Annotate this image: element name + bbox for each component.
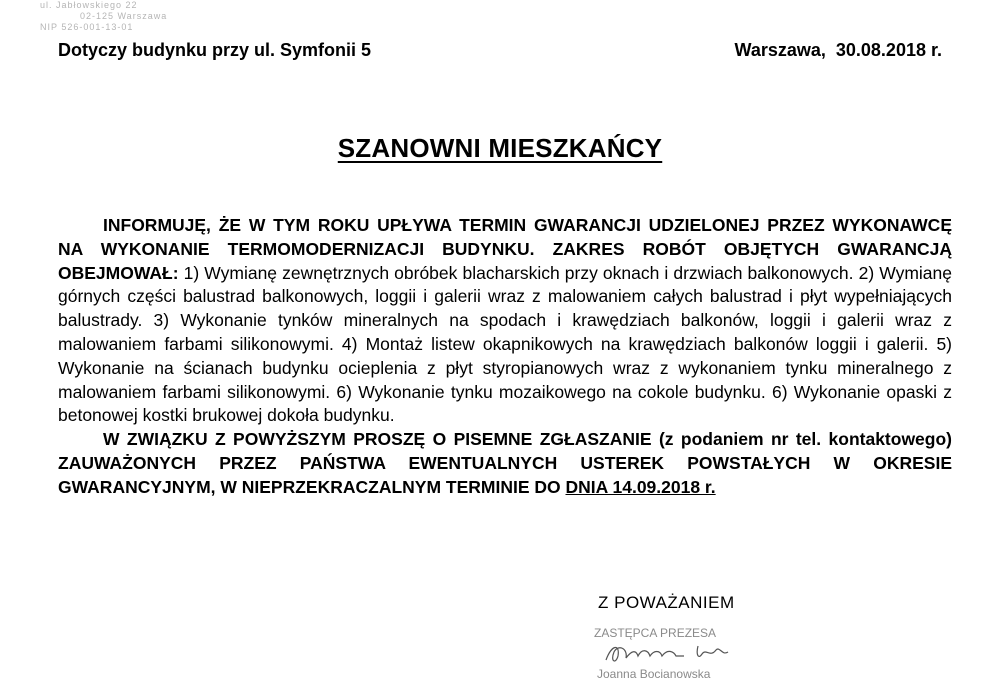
stamp-line: 02-125 Warszawa — [80, 11, 168, 21]
place-date: Warszawa, 30.08.2018 r. — [734, 40, 942, 60]
stamp-line: NIP 526-001-13-01 — [40, 22, 134, 32]
title-text: SZANOWNI MIESZKAŃCY — [337, 133, 663, 163]
notice-body — [58, 214, 952, 500]
request-defects: ZAUWAŻONYCH PRZEZ PAŃSTWA EWENTUALNYCH USTEREK POWSTAŁYCH W OKRESIE GWARANCYJNYM, W NIEPRZEKRACZALNYM TERMINIE DO — [58, 452, 952, 497]
warranty-intro: INFORMUJĘ, ŻE W TYM ROKU UPŁYWA TERMIN GWARANCJI UDZIELONEJ PRZEZ WYKONAWCĘ NA WYKONANIE TERMOMODERNIZACJI BUDYNKU. ZAKRES ROBÓT OBJĘTYCH GWARANCJĄ OBEJMOWAŁ: — [58, 215, 952, 283]
request-intro: W ZWIĄZKU Z POWYŻSZYM PROSZĘ O PISEMNE ZGŁASZANIE — [103, 429, 652, 450]
warranty-scope: 1) Wymianę zewnętrznych obróbek blacharskich przy oknach i drzwiach balkonowych. 2) Wymianę górnych części balustrad balkonowych, loggii i galerii wraz z malowaniem całych balustrad i płyt wypełniających balustrady. 3) Wykonanie tynków mineralnych na spodach i krawędziach balkonów, loggii i galerii wraz z malowaniem farbami silikonowymi. 4) Montaż listew okapnikowych na krawędziach balkonów loggii i galerii. 5) Wykonanie na ścianach budynku ocieplenia z płyt styropianowych wraz z wykonaniem tynku mineralnego z malowaniem farbami silikonowymi. 6) Wykonanie tynku mozaikowego na cokole budynku. 6) Wykonanie opaski z betonowej kostki brukowej dokoła budynku. — [58, 262, 952, 426]
building-reference: Dotyczy budynku przy ul. Symfonii 5 — [58, 40, 372, 60]
stamp-line: ul. Jabłowskiego 22 — [40, 0, 138, 10]
closing-regards: Z POWAŻANIEM — [598, 593, 735, 612]
deadline-date: DNIA 14.09.2018 r. — [565, 476, 716, 497]
handwritten-signature — [602, 640, 732, 668]
page-title — [0, 133, 1000, 164]
request-contact-note: (z podaniem nr tel. kontaktowego) — [651, 429, 952, 450]
signatory-name: Joanna Bocianowska — [597, 667, 711, 681]
warranty-paragraph — [58, 214, 952, 428]
request-paragraph — [58, 428, 952, 499]
signatory-role: ZASTĘPCA PREZESA — [594, 626, 717, 640]
letterhead-stamp — [40, 0, 167, 33]
